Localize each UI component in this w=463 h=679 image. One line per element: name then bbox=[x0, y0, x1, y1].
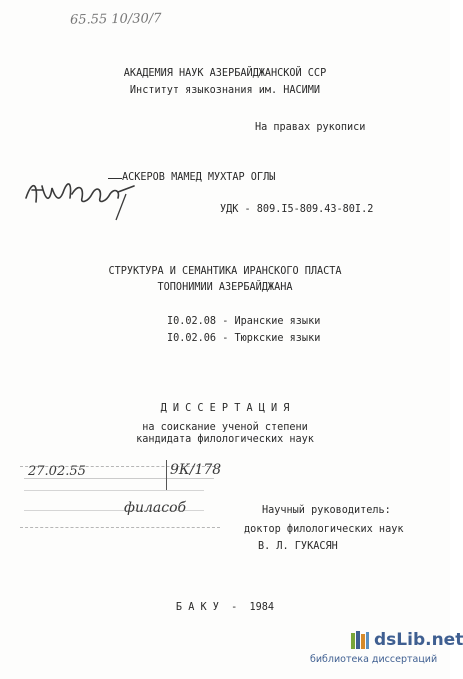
manuscript-rights: На правах рукописи bbox=[255, 122, 366, 133]
city-year: Б А К У - 1984 bbox=[175, 602, 275, 613]
author-dash bbox=[108, 178, 122, 179]
supervisor-degree: доктор филологических наук bbox=[244, 524, 404, 535]
watermark-subtitle: библиотека диссертаций bbox=[310, 654, 438, 665]
handwritten-archive-note: 65.55 10/30/7 bbox=[69, 11, 162, 28]
supervisor-name: В. Л. ГУКАСЯН bbox=[258, 541, 338, 552]
stamp-bracket bbox=[166, 460, 167, 490]
author-name: АСКЕРОВ МАМЕД МУХТАР ОГЛЫ bbox=[122, 172, 276, 183]
dissertation-title-line1: СТРУКТУРА И СЕМАНТИКА ИРАНСКОГО ПЛАСТА bbox=[108, 266, 342, 277]
academy-name: АКАДЕМИЯ НАУК АЗЕРБАЙДЖАНСКОЙ ССР bbox=[123, 68, 327, 79]
library-stamp bbox=[20, 458, 240, 530]
dissertation-title-line2: ТОПОНИМИИ АЗЕРБАЙДЖАНА bbox=[157, 282, 293, 293]
stamp-number: 9К/178 bbox=[170, 462, 222, 478]
degree-line-2: кандидата филологических наук bbox=[136, 434, 314, 445]
watermark-brand[interactable]: dsLib.net bbox=[374, 630, 463, 650]
institute-name: Институт языкознания им. НАСИМИ bbox=[129, 85, 321, 96]
specialty-2: I0.02.06 - Тюркские языки bbox=[167, 333, 321, 344]
degree-line-1: на соискание ученой степени bbox=[142, 422, 308, 433]
supervisor-label: Научный руководитель: bbox=[262, 505, 391, 516]
stamp-department: филасоб bbox=[124, 500, 187, 516]
udc-code: УДК - 809.I5-809.43-80I.2 bbox=[220, 204, 374, 215]
stamp-date: 27.02.55 bbox=[28, 464, 86, 479]
specialty-1: I0.02.08 - Иранские языки bbox=[167, 316, 321, 327]
books-logo-icon bbox=[349, 629, 371, 651]
dissertation-heading: Д И С С Е Р Т А Ц И Я bbox=[160, 403, 290, 414]
